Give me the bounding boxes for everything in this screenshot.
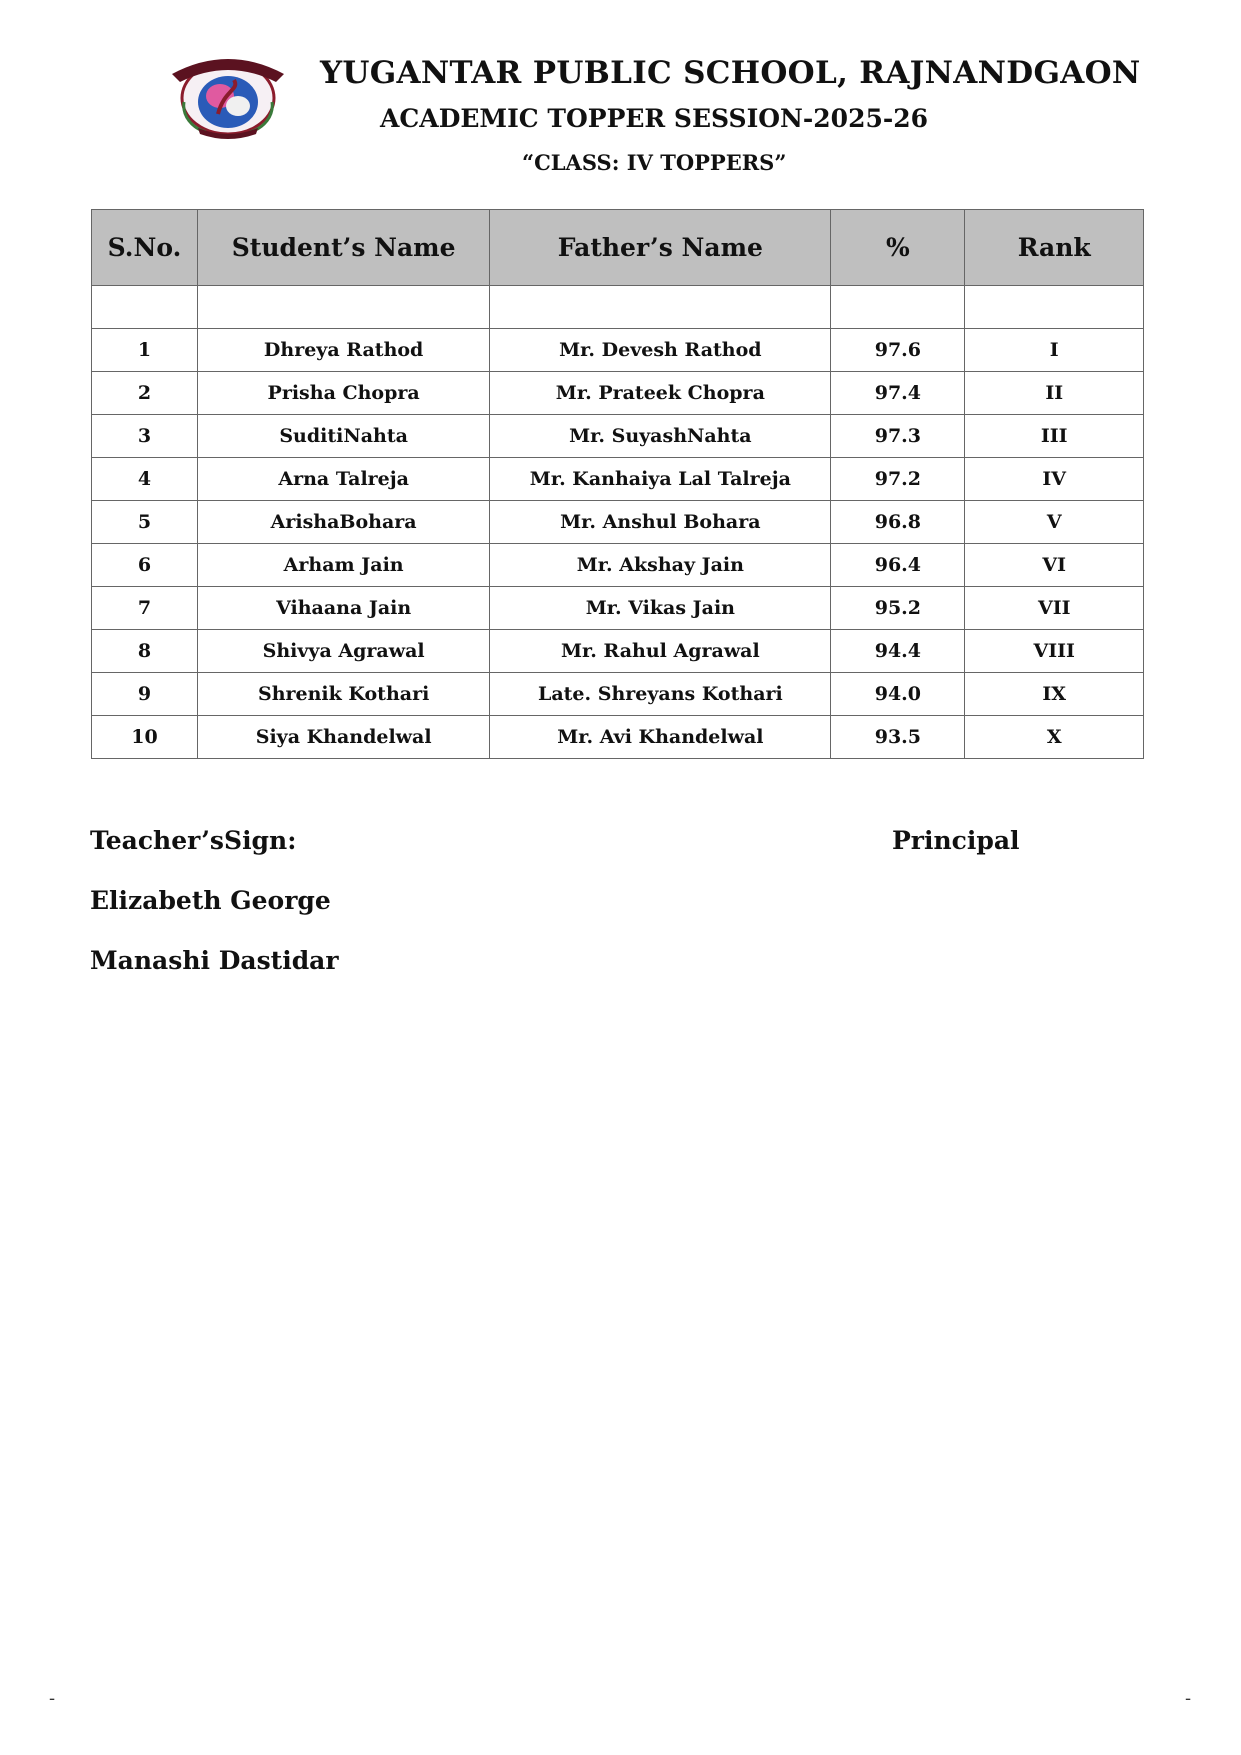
cell-student-name: SuditiNahta <box>197 415 490 458</box>
cell-father-name: Mr. Prateek Chopra <box>490 372 831 415</box>
cell-father-name: Mr. Akshay Jain <box>490 544 831 587</box>
cell-percent: 95.2 <box>831 587 965 630</box>
table-spacer-row <box>92 286 1144 329</box>
cell-father-name: Mr. Avi Khandelwal <box>490 716 831 759</box>
cell-percent: 97.3 <box>831 415 965 458</box>
cell-sno: 1 <box>92 329 198 372</box>
cell-rank: VIII <box>965 630 1144 673</box>
cell-percent: 94.4 <box>831 630 965 673</box>
cell-sno: 2 <box>92 372 198 415</box>
cell-student-name: Shivya Agrawal <box>197 630 490 673</box>
cell-father-name: Mr. Anshul Bohara <box>490 501 831 544</box>
school-logo <box>158 50 298 140</box>
table-row <box>92 415 1144 458</box>
column-header-father-name: Father’s Name <box>490 210 831 286</box>
table-header-row <box>92 210 1144 286</box>
cell-rank: VI <box>965 544 1144 587</box>
cell-rank: II <box>965 372 1144 415</box>
school-name: YUGANTAR PUBLIC SCHOOL, RAJNANDGAON <box>320 55 1141 91</box>
cell-father-name: Mr. Kanhaiya Lal Talreja <box>490 458 831 501</box>
cell-father-name: Mr. Vikas Jain <box>490 587 831 630</box>
cell-rank: X <box>965 716 1144 759</box>
column-header-student-name: Student’s Name <box>197 210 490 286</box>
cell-sno: 10 <box>92 716 198 759</box>
teacher-name: Manashi Dastidar <box>90 946 339 975</box>
cell-percent: 93.5 <box>831 716 965 759</box>
footer-mark-right: - <box>1185 1688 1192 1709</box>
column-header-rank: Rank <box>965 210 1144 286</box>
cell-sno: 5 <box>92 501 198 544</box>
cell-percent: 96.4 <box>831 544 965 587</box>
teacher-name: Elizabeth George <box>90 886 331 915</box>
table-row <box>92 458 1144 501</box>
cell-percent: 97.6 <box>831 329 965 372</box>
footer-mark-left: - <box>49 1688 56 1709</box>
cell-student-name: Siya Khandelwal <box>197 716 490 759</box>
table-row <box>92 587 1144 630</box>
cell-sno: 4 <box>92 458 198 501</box>
toppers-table <box>91 209 1144 759</box>
cell-percent: 94.0 <box>831 673 965 716</box>
table-row <box>92 544 1144 587</box>
principal-label: Principal <box>892 826 1020 855</box>
column-header-sno: S.No. <box>92 210 198 286</box>
cell-student-name: Arham Jain <box>197 544 490 587</box>
cell-father-name: Mr. Devesh Rathod <box>490 329 831 372</box>
table-row <box>92 372 1144 415</box>
cell-sno: 8 <box>92 630 198 673</box>
cell-student-name: ArishaBohara <box>197 501 490 544</box>
cell-student-name: Prisha Chopra <box>197 372 490 415</box>
session-title: ACADEMIC TOPPER SESSION-2025-26 <box>380 104 929 133</box>
cell-sno: 6 <box>92 544 198 587</box>
cell-father-name: Late. Shreyans Kothari <box>490 673 831 716</box>
cell-percent: 97.2 <box>831 458 965 501</box>
cell-percent: 96.8 <box>831 501 965 544</box>
cell-rank: V <box>965 501 1144 544</box>
teacher-sign-label: Teacher’sSign: <box>90 826 297 855</box>
class-title: “CLASS: IV TOPPERS” <box>522 150 787 175</box>
cell-rank: I <box>965 329 1144 372</box>
cell-sno: 7 <box>92 587 198 630</box>
cell-percent: 97.4 <box>831 372 965 415</box>
cell-student-name: Dhreya Rathod <box>197 329 490 372</box>
cell-rank: IV <box>965 458 1144 501</box>
cell-sno: 9 <box>92 673 198 716</box>
table-row <box>92 630 1144 673</box>
column-header-percent: % <box>831 210 965 286</box>
cell-rank: VII <box>965 587 1144 630</box>
cell-student-name: Shrenik Kothari <box>197 673 490 716</box>
cell-rank: IX <box>965 673 1144 716</box>
cell-rank: III <box>965 415 1144 458</box>
table-row <box>92 501 1144 544</box>
cell-father-name: Mr. SuyashNahta <box>490 415 831 458</box>
table-row <box>92 329 1144 372</box>
table-row <box>92 673 1144 716</box>
cell-sno: 3 <box>92 415 198 458</box>
table-row <box>92 716 1144 759</box>
cell-student-name: Vihaana Jain <box>197 587 490 630</box>
cell-father-name: Mr. Rahul Agrawal <box>490 630 831 673</box>
cell-student-name: Arna Talreja <box>197 458 490 501</box>
